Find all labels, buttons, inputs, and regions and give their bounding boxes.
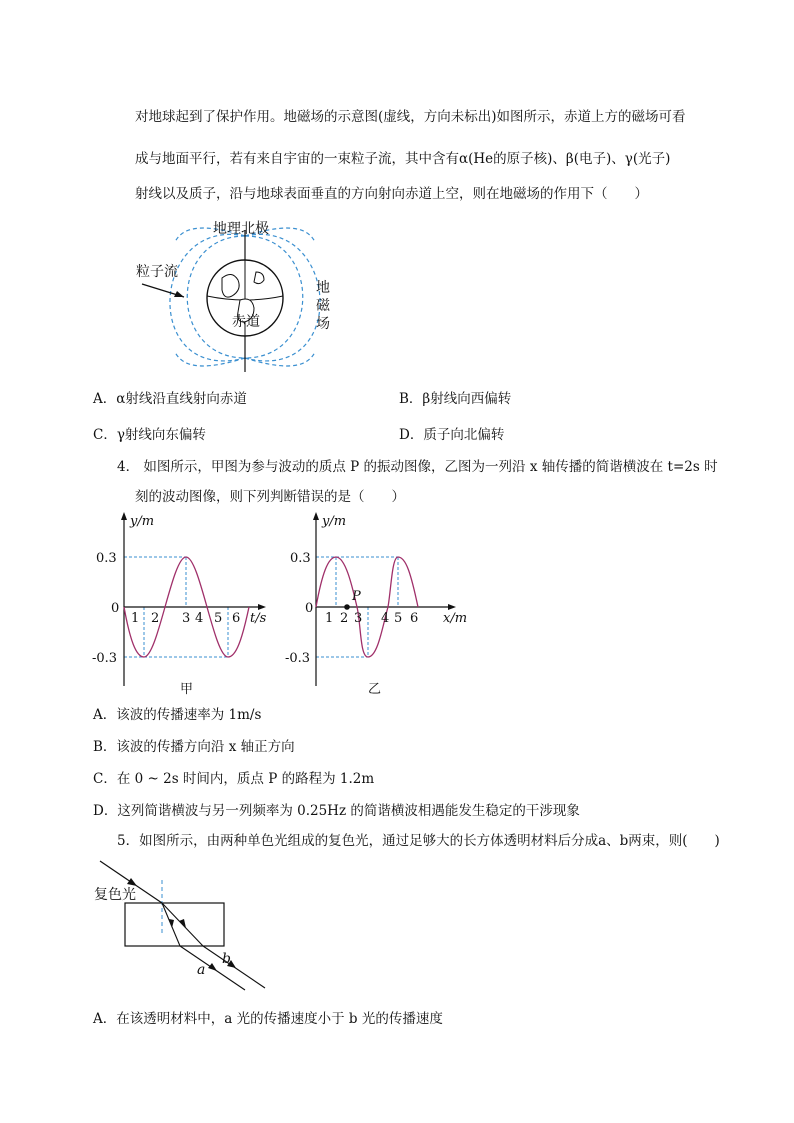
- label-field-3: 场: [316, 316, 330, 332]
- graph-yi-xtick: 6: [410, 611, 419, 626]
- q3-option-b: B．β射线向西偏转: [399, 391, 512, 407]
- q4-stem-line-1: 4． 如图所示，甲图为参与波动的质点 P 的振动图像，乙图为一列沿 x 轴传播的简谐横波在 t=2s 时: [117, 459, 718, 475]
- graph-yi-caption: 乙: [368, 682, 382, 697]
- graph-yi-xtick: 5: [394, 611, 403, 626]
- label-b: b: [222, 951, 231, 967]
- graph-jia-xtick: 5: [214, 611, 223, 626]
- graph-yi-xtick: 4: [381, 611, 390, 626]
- graph-jia-xtick: 2: [151, 611, 160, 626]
- q4-option-a: A．该波的传播速率为 1m/s: [93, 707, 262, 723]
- incident-arrow: [127, 878, 137, 886]
- graph-yi-xtick: 3: [354, 611, 363, 626]
- graph-jia-ytick: 0: [111, 601, 120, 616]
- q4-option-c: C．在 0 ~ 2s 时间内，质点 P 的路程为 1.2m: [93, 771, 375, 787]
- graph-yi-point-label: P: [352, 589, 361, 604]
- label-a: a: [197, 962, 206, 978]
- label-particle-stream: 粒子流: [136, 264, 178, 280]
- label-equator: 赤道: [232, 314, 260, 330]
- graph-jia-xtick: 4: [195, 611, 204, 626]
- q4-option-b: B．该波的传播方向沿 x 轴正方向: [93, 739, 295, 755]
- graph-jia-xtick: 3: [182, 611, 191, 626]
- graph-jia-ytick: 0.3: [96, 551, 117, 566]
- q4-stem-line-2: 刻的波动图像，则下列判断错误的是（ ）: [135, 489, 405, 505]
- graph-yi-ylabel: y/m: [322, 514, 347, 529]
- graph-jia-xlabel: t/s: [250, 611, 267, 626]
- q4-option-d: D．这列简谐横波与另一列频率为 0.25Hz 的简谐横波相遇能发生稳定的干涉现象: [93, 803, 580, 819]
- q3-line-3: 射线以及质子，沿与地球表面垂直的方向射向赤道上空，则在地磁场的作用下（ ）: [135, 186, 648, 202]
- emergent-arrow-a: [208, 963, 217, 971]
- graph-yi-xtick: 1: [325, 611, 334, 626]
- label-north-pole: 地理北极: [213, 221, 269, 237]
- q5-option-a: A．在该透明材料中，a 光的传播速度小于 b 光的传播速度: [93, 1011, 443, 1027]
- graph-jia-ytick: -0.3: [92, 651, 118, 666]
- transparent-block: [125, 903, 224, 946]
- graph-yi-xlabel: x/m: [443, 611, 468, 626]
- graph-yi-ytick: 0: [305, 601, 314, 616]
- graph-jia-xtick: 1: [131, 611, 140, 626]
- label-field-1: 地: [316, 280, 330, 296]
- label-field-2: 磁: [316, 298, 330, 314]
- graph-yi-ytick: 0.3: [290, 551, 311, 566]
- graph-yi-ytick: -0.3: [285, 651, 311, 666]
- q3-option-c: C．γ射线向东偏转: [93, 427, 206, 443]
- label-composite-light: 复色光: [94, 887, 136, 903]
- q3-option-a: A．α射线沿直线射向赤道: [93, 391, 247, 407]
- graph-jia-xtick: 6: [232, 611, 241, 626]
- graph-yi-xtick: 2: [340, 611, 349, 626]
- graph-jia-ylabel: y/m: [130, 514, 155, 529]
- q3-line-2: 成与地面平行，若有来自宇宙的一束粒子流，其中含有α(He的原子核)、β(电子)、γ(光子): [135, 151, 671, 167]
- q3-line-1: 对地球起到了保护作用。地磁场的示意图(虚线，方向未标出)如图所示，赤道上方的磁场可看: [135, 109, 686, 125]
- q5-stem: 5．如图所示，由两种单色光组成的复色光，通过足够大的长方体透明材料后分成a、b两束，则( ): [117, 833, 720, 849]
- q3-option-d: D．质子向北偏转: [399, 427, 505, 443]
- graph-jia-caption: 甲: [180, 682, 194, 697]
